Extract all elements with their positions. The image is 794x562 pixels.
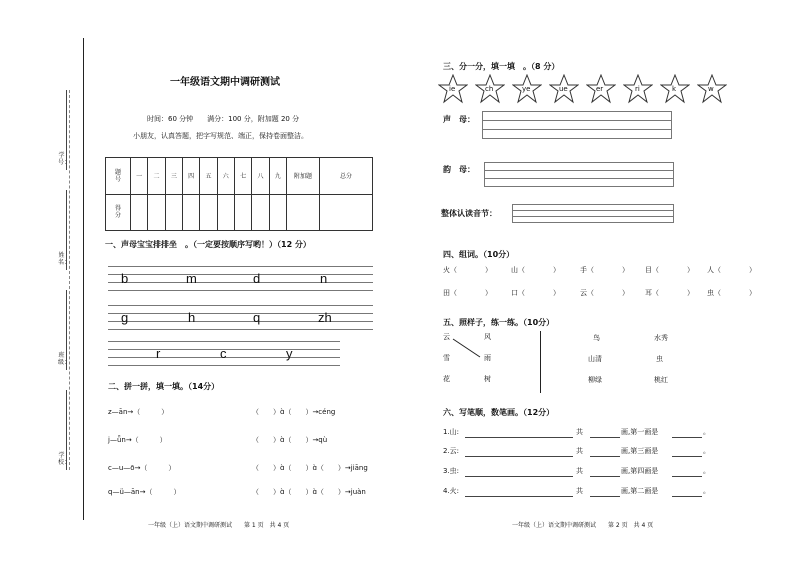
star-label: ie xyxy=(449,85,456,93)
class-field[interactable] xyxy=(60,290,70,370)
q6-row[interactable]: 4.火: 共 画,第二画是 。 xyxy=(443,487,710,495)
student-id-label: 学号： xyxy=(58,152,71,166)
q1-letter: n xyxy=(320,271,328,286)
q1-heading: 一、声母宝宝排排坐 。（一定要按顺序写哟！）（12 分） xyxy=(105,240,311,249)
q5-word: 风 xyxy=(484,333,491,341)
score-col: 三 xyxy=(165,158,182,195)
q1-letter: q xyxy=(253,310,261,325)
page-left-border xyxy=(83,38,84,520)
q5-word[interactable]: 桃红 xyxy=(654,376,668,384)
score-cell[interactable] xyxy=(217,194,234,231)
q6-row[interactable]: 1.山: 共 画,第一画是 。 xyxy=(443,428,710,436)
q1-letter: m xyxy=(186,271,197,286)
q1-letter: d xyxy=(253,271,261,286)
score-col: 六 xyxy=(217,158,234,195)
star-label: er xyxy=(596,85,604,93)
q5-example-link-line xyxy=(450,336,490,360)
star-label: ch xyxy=(485,85,494,93)
q2-item[interactable]: （ ）ɑ̀（ ）→céng xyxy=(252,408,336,416)
school-field[interactable] xyxy=(60,390,70,470)
q5-word: 雪 xyxy=(443,354,450,362)
q4-word[interactable]: 山（ ） xyxy=(511,266,560,274)
instruction-text: 小朋友，认真答题，把字写规范、端正，保持卷面整洁。 xyxy=(133,132,308,140)
q5-word[interactable]: 水秀 xyxy=(654,334,668,342)
score-table-head-2: 得分 xyxy=(106,194,131,231)
score-col: 一 xyxy=(131,158,148,195)
star-label: w xyxy=(708,85,714,93)
q4-word[interactable]: 云（ ） xyxy=(580,289,629,297)
score-cell[interactable] xyxy=(287,194,320,231)
q4-word[interactable]: 目（ ） xyxy=(645,266,694,274)
q2-item[interactable]: q—ü—ān→（ ） xyxy=(108,488,181,496)
score-col: 附加题 xyxy=(287,158,320,195)
star-label: k xyxy=(672,85,677,93)
q2-item[interactable]: （ ）ɑ̀（ ）ɑ̀（ ）→jiāng xyxy=(252,464,368,472)
score-col: 二 xyxy=(148,158,165,195)
q4-word[interactable]: 手（ ） xyxy=(580,266,629,274)
q4-word[interactable]: 人（ ） xyxy=(707,266,756,274)
q2-item[interactable]: （ ）ɑ̀（ ）→qù xyxy=(252,436,328,444)
q4-word[interactable]: 火（ ） xyxy=(443,266,492,274)
q5-word: 云 xyxy=(443,333,450,341)
q2-item[interactable]: j—ǖn→（ ） xyxy=(108,436,167,444)
class-label: 班级： xyxy=(58,352,71,366)
binding-margin xyxy=(0,0,80,562)
yunmu-answer-lines[interactable] xyxy=(484,162,674,186)
star-row xyxy=(438,74,728,104)
q5-word[interactable]: 虫 xyxy=(656,355,663,363)
page-footer-left: 一年级（上）语文期中调研测试 第 1 页 共 4 页 xyxy=(148,522,290,529)
q6-row[interactable]: 2.云: 共 画,第三画是 。 xyxy=(443,447,710,455)
score-cell[interactable] xyxy=(320,194,373,231)
q1-writing-row-1[interactable] xyxy=(108,266,373,290)
q4-word[interactable]: 口（ ） xyxy=(511,289,560,297)
score-cell[interactable] xyxy=(200,194,217,231)
name-label: 姓名： xyxy=(58,252,71,266)
q1-letter: zh xyxy=(318,310,332,325)
score-table-head-1: 题号 xyxy=(106,158,131,195)
shengmu-answer-lines[interactable] xyxy=(482,111,672,138)
score-col: 总分 xyxy=(320,158,373,195)
q1-letter: h xyxy=(188,310,196,325)
star-label: ue xyxy=(559,85,568,93)
score-col: 八 xyxy=(252,158,269,195)
shengmu-label: 声 母： xyxy=(443,115,475,124)
q6-heading: 六、写笔顺，数笔画。（12分） xyxy=(443,408,555,417)
score-col: 四 xyxy=(182,158,199,195)
q1-letter: b xyxy=(121,271,129,286)
score-cell[interactable] xyxy=(182,194,199,231)
score-col: 七 xyxy=(234,158,251,195)
star-label: ri xyxy=(635,85,640,93)
score-cell[interactable] xyxy=(252,194,269,231)
q4-word[interactable]: 耳（ ） xyxy=(645,289,694,297)
q2-item[interactable]: z—ān→（ ） xyxy=(108,408,169,416)
student-id-field[interactable] xyxy=(60,90,70,170)
q1-writing-row-3[interactable] xyxy=(108,341,340,365)
q2-heading: 二、拼一拼，填一填。（14分） xyxy=(108,382,220,391)
score-col: 九 xyxy=(269,158,286,195)
zhengti-label: 整体认读音节： xyxy=(441,209,497,218)
q1-letter: g xyxy=(121,310,129,325)
score-cell[interactable] xyxy=(148,194,165,231)
score-cell[interactable] xyxy=(269,194,286,231)
q1-letter: y xyxy=(286,346,293,361)
exam-info: 时间：60 分钟 满分：100 分，附加题 20 分 xyxy=(147,115,300,123)
q5-word: 雨 xyxy=(484,354,491,362)
q2-item[interactable]: （ ）ɑ̀（ ）ɑ̀（ ）→juàn xyxy=(252,488,366,496)
score-cell[interactable] xyxy=(131,194,148,231)
score-table xyxy=(105,157,373,231)
q5-divider xyxy=(540,331,541,393)
q5-word: 树 xyxy=(484,375,491,383)
score-cell[interactable] xyxy=(234,194,251,231)
q5-word[interactable]: 柳绿 xyxy=(588,376,602,384)
score-cell[interactable] xyxy=(165,194,182,231)
star-label: ye xyxy=(522,85,531,93)
q5-word[interactable]: 鸟 xyxy=(593,334,600,342)
q1-letter: c xyxy=(220,346,227,361)
q4-heading: 四、组词。（10分） xyxy=(443,250,515,259)
q5-heading: 五、照样子，练一练。（10分） xyxy=(443,318,555,327)
score-col: 五 xyxy=(200,158,217,195)
q6-row[interactable]: 3.虫: 共 画,第四画是 。 xyxy=(443,467,710,475)
q3-heading: 三、分一分，填一填 。（8 分） xyxy=(443,62,560,71)
page-title: 一年级语文期中调研测试 xyxy=(170,77,280,88)
q1-letter: r xyxy=(156,346,161,361)
q4-word[interactable]: 虫（ ） xyxy=(707,289,756,297)
q5-word[interactable]: 山清 xyxy=(588,355,602,363)
yunmu-label: 韵 母： xyxy=(443,165,475,174)
q5-word: 花 xyxy=(443,375,450,383)
q2-item[interactable]: c—u—ō→（ ） xyxy=(108,464,176,472)
q1-writing-row-2[interactable] xyxy=(108,305,373,329)
q4-word[interactable]: 田（ ） xyxy=(443,289,492,297)
school-label: 学校： xyxy=(58,452,71,466)
zhengti-answer-lines[interactable] xyxy=(512,204,674,222)
name-field[interactable] xyxy=(60,190,70,270)
page-footer-right: 一年级（上）语文期中调研测试 第 2 页 共 4 页 xyxy=(512,522,654,529)
